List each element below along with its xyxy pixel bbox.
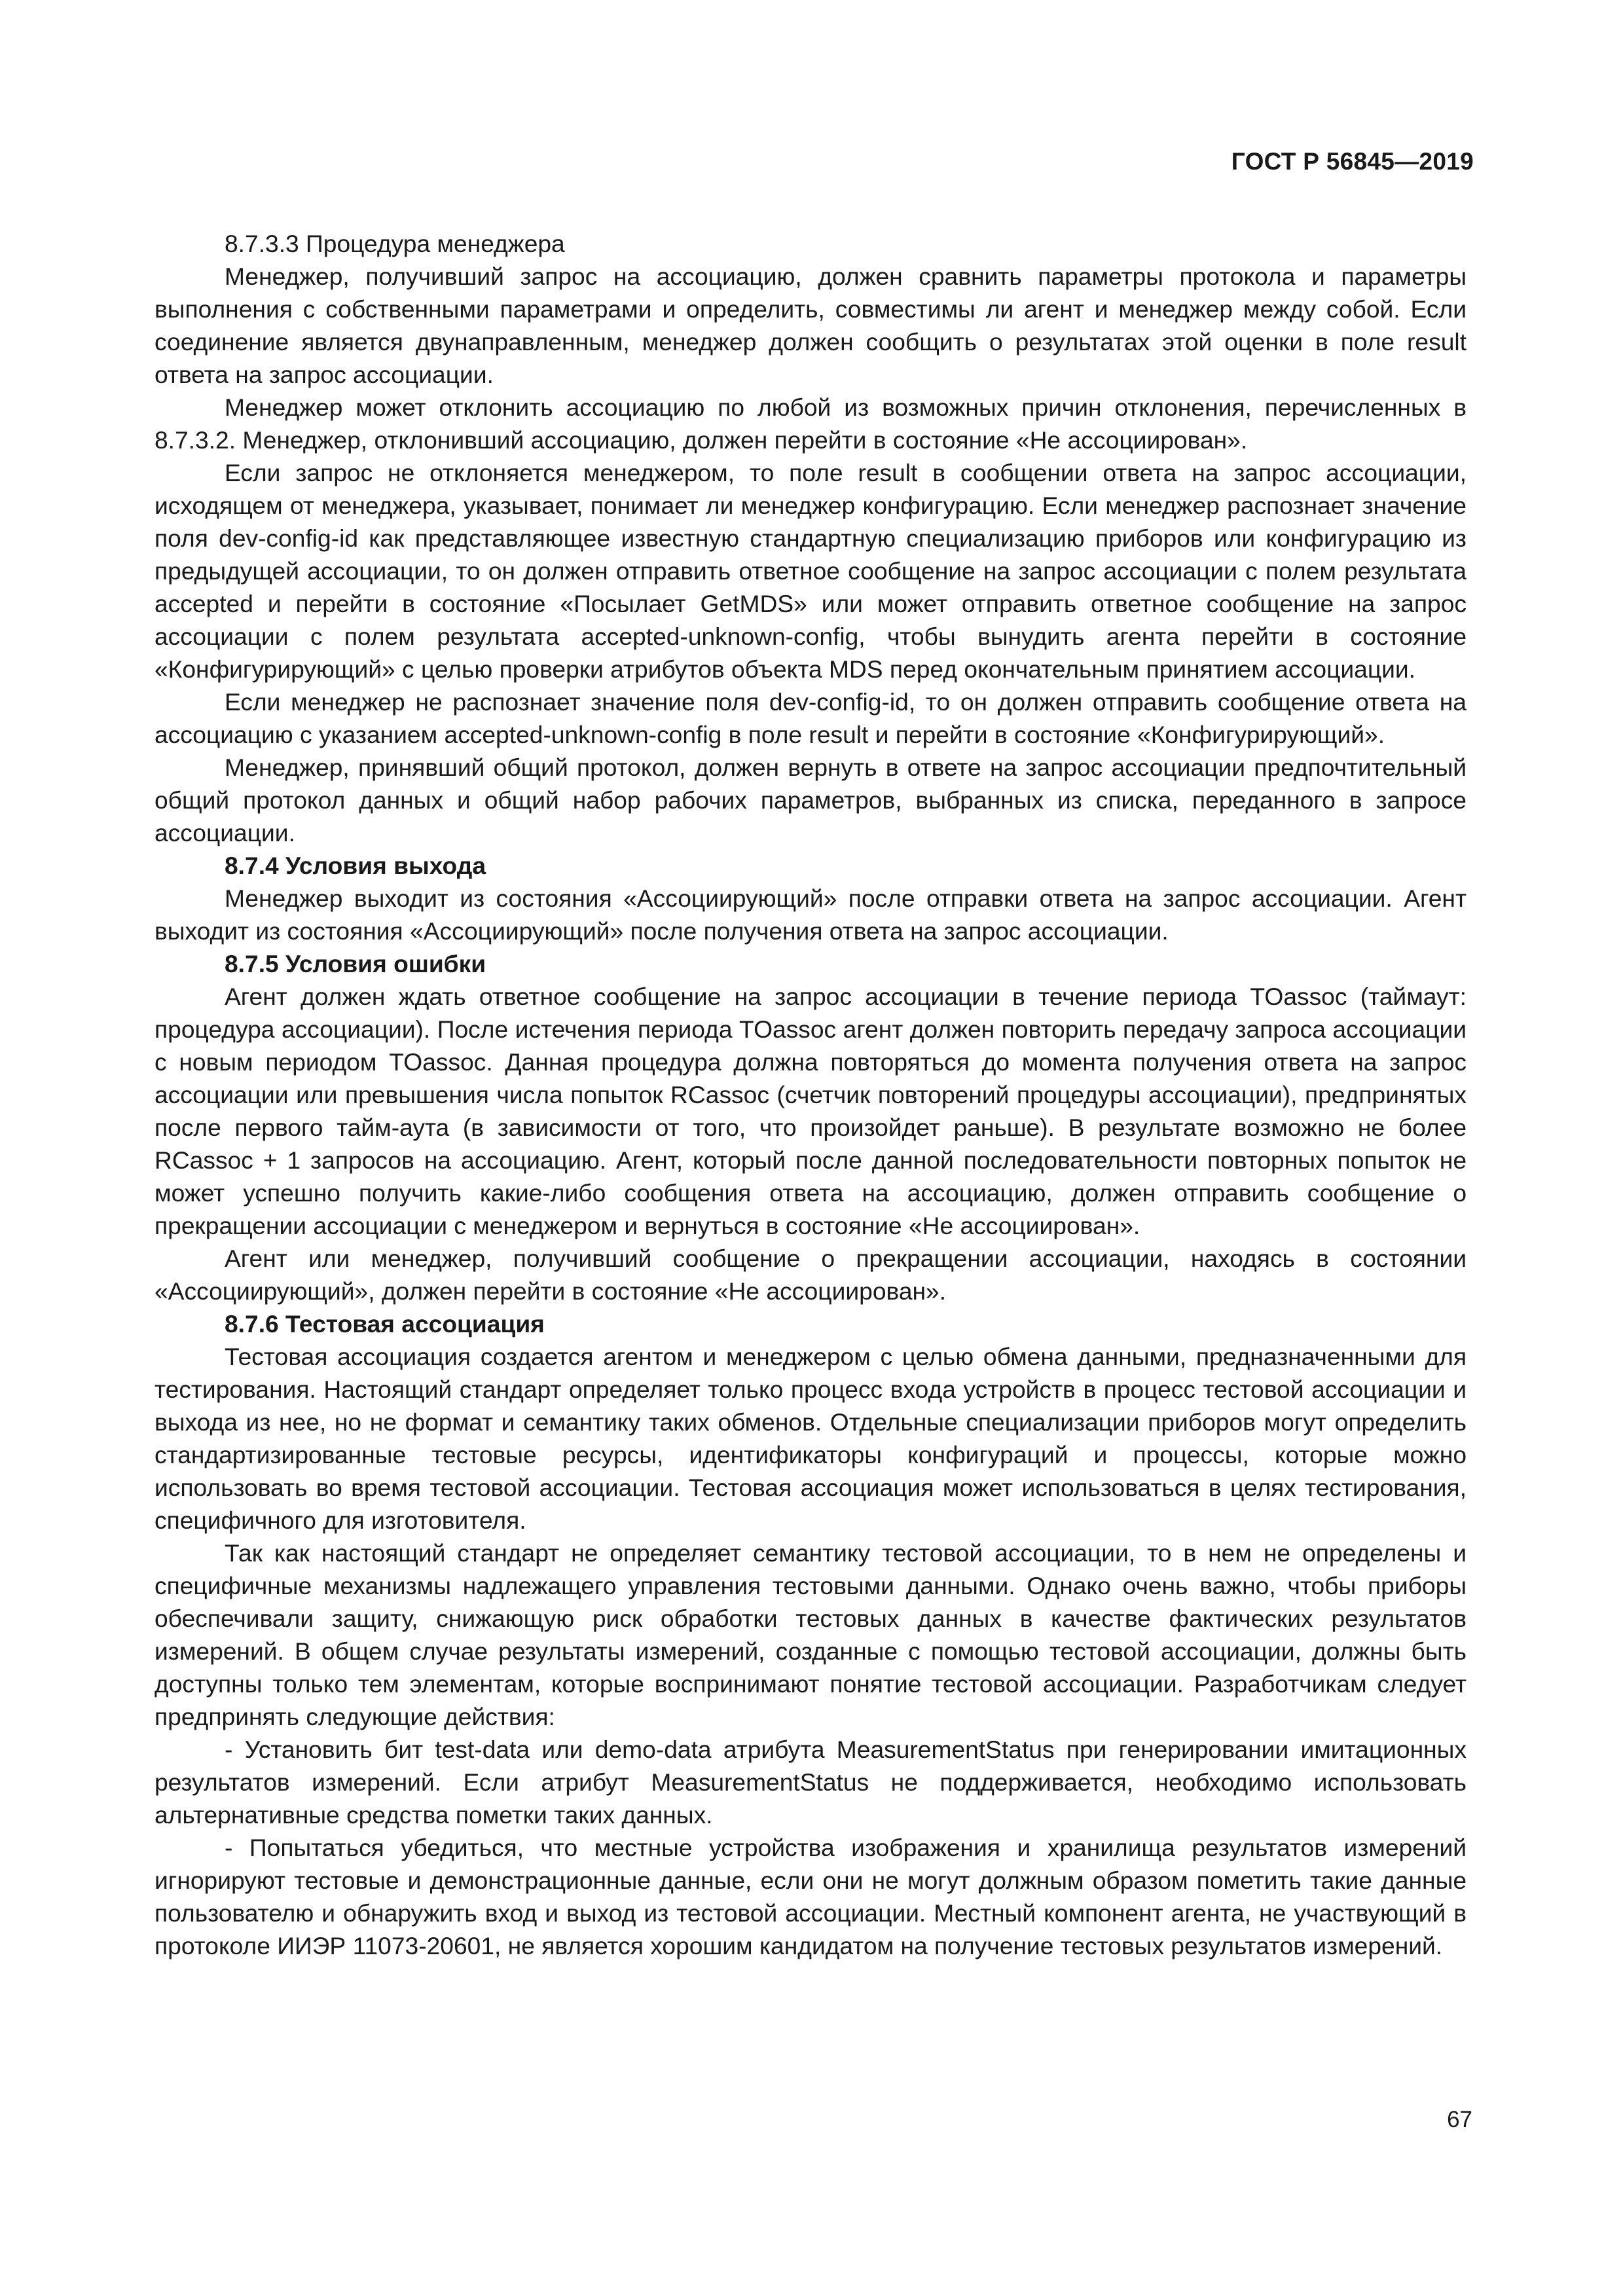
- page-body: [155, 227, 1467, 1962]
- paragraph: Менеджер может отклонить ассоциацию по любой из возможных причин отклонения, перечисленных в 8.7.3.2. Менеджер, отклонивший ассоциацию, должен перейти в состояние «Не ассоциирован».: [155, 393, 1467, 454]
- list-item: - Попытаться убедиться, что местные устройства изображения и хранилища результатов измерений игнорируют тестовые и демонстрационные данные, если они не могут должным образом пометить такие данные пользователю и обнаружить вход и выход из тестовой ассоциации. Местный компонент агента, не участвующий в протоколе ИИЭР 11073-20601, не является хорошим кандидатом на получение тестовых результатов измерений.: [155, 1834, 1467, 1959]
- list-item: - Установить бит test-data или demo-data атрибута MeasurementStatus при генерировании имитационных результатов измерений. Если атрибут MeasurementStatus не поддерживается, необходимо использовать альтернативные средства пометки таких данных.: [155, 1736, 1467, 1829]
- paragraph: Если запрос не отклоняется менеджером, то поле result в сообщении ответа на запрос ассоциации, исходящем от менеджера, указывает, понимает ли менеджер конфигурацию. Если менеджер распознает значение поля dev-config-id как представляющее известную стандартную специализацию приборов или конфигурацию из предыдущей ассоциации, то он должен отправить ответное сообщение на запрос ассоциации с полем результата accepted и перейти в состояние «Посылает GetMDS» или может отправить ответное сообщение на запрос ассоциации с полем результата accepted-unknown-config, чтобы вынудить агента перейти в состояние «Конфигурирующий» с целью проверки атрибутов объекта MDS перед окончательным принятием ассоциации.: [155, 459, 1467, 683]
- paragraph: Менеджер, получивший запрос на ассоциацию, должен сравнить параметры протокола и параметры выполнения с собственными параметрами и определить, совместимы ли агент и менеджер между собой. Если соединение является двунаправленным, менеджер должен сообщить о результатах этой оценки в поле result ответа на запрос ассоциации.: [155, 263, 1467, 388]
- paragraph: Агент должен ждать ответное сообщение на запрос ассоциации в течение периода TOassoc (таймаут: процедура ассоциации). После истечения периода TOassoc агент должен повторить передачу запроса ассоциации с новым периодом TOassoc. Данная процедура должна повторяться до момента получения ответа на запрос ассоциации или превышения числа попыток RCassoc (счетчик повторений процедуры ассоциации), предпринятых после первого тайм-аута (в зависимости от того, что произойдет раньше). В результате возможно не более RCassoc + 1 запросов на ассоциацию. Агент, который после данной последовательности повторных попыток не может успешно получить какие-либо сообщения ответа на ассоциацию, должен отправить сообщение о прекращении ассоциации с менеджером и вернуться в состояние «Не ассоциирован».: [155, 983, 1467, 1239]
- paragraph: Менеджер, принявший общий протокол, должен вернуть в ответе на запрос ассоциации предпочтительный общий протокол данных и общий набор рабочих параметров, выбранных из списка, переданного в запросе ассоциации.: [155, 754, 1467, 847]
- standard-id-header: ГОСТ Р 56845—2019: [1231, 148, 1474, 175]
- section-heading-test-association: 8.7.6 Тестовая ассоциация: [225, 1310, 545, 1338]
- paragraph: Агент или менеджер, получивший сообщение о прекращении ассоциации, находясь в состоянии «Ассоциирующий», должен перейти в состояние «Не ассоциирован».: [155, 1245, 1467, 1305]
- paragraph: Так как настоящий стандарт не определяет семантику тестовой ассоциации, то в нем не определены и специфичные механизмы надлежащего управления тестовыми данными. Однако очень важно, чтобы приборы обеспечивали защиту, снижающую риск обработки тестовых данных в качестве фактических результатов измерений. В общем случае результаты измерений, созданные с помощью тестовой ассоциации, должны быть доступны только тем элементам, которые воспринимают понятие тестовой ассоциации. Разработчикам следует предпринять следующие действия:: [155, 1539, 1467, 1730]
- section-heading-error-conditions: 8.7.5 Условия ошибки: [225, 950, 486, 977]
- paragraph: Менеджер выходит из состояния «Ассоциирующий» после отправки ответа на запрос ассоциации. Агент выходит из состояния «Ассоциирующий» после получения ответа на запрос ассоциации.: [155, 884, 1467, 945]
- paragraph: Если менеджер не распознает значение поля dev-config-id, то он должен отправить сообщение ответа на ассоциацию с указанием accepted-unknown-config в поле result и перейти в состояние «Конфигурирующий».: [155, 688, 1467, 748]
- subsection-title-manager-procedure: 8.7.3.3 Процедура менеджера: [225, 230, 565, 257]
- page-number: 67: [1447, 2107, 1472, 2132]
- paragraph: Тестовая ассоциация создается агентом и менеджером с целью обмена данными, предназначенными для тестирования. Настоящий стандарт определяет только процесс входа устройств в процесс тестовой ассоциации и выхода из нее, но не формат и семантику таких обменов. Отдельные специализации приборов могут определить стандартизированные тестовые ресурсы, идентификаторы конфигураций и процессы, которые можно использовать во время тестовой ассоциации. Тестовая ассоциация может использоваться в целях тестирования, специфичного для изготовителя.: [155, 1343, 1467, 1534]
- section-heading-exit-conditions: 8.7.4 Условия выхода: [225, 852, 486, 879]
